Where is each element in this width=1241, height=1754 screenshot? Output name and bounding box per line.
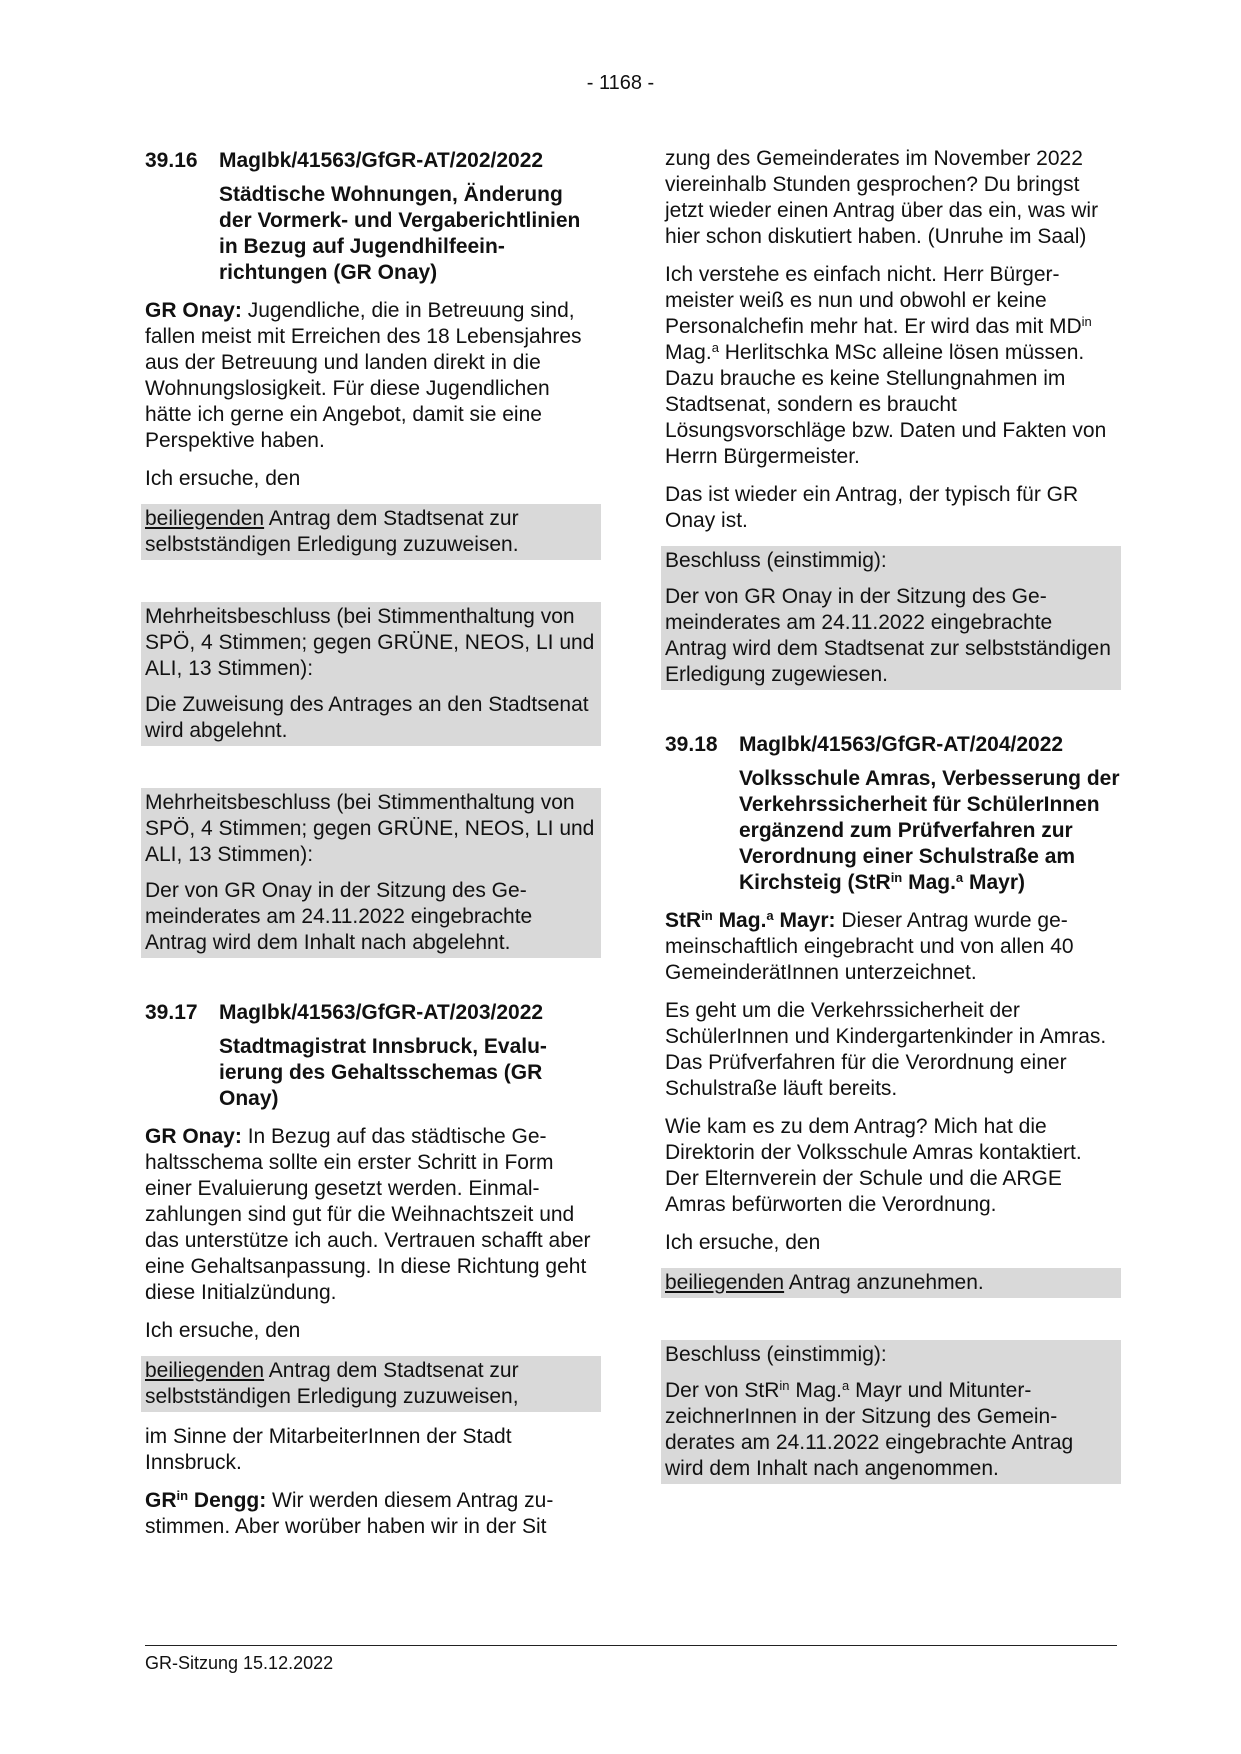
continued-paragraph: Das ist wieder ein Antrag, der typisch für GR Onay ist. (665, 483, 1079, 532)
request-underlined: beiliegenden (665, 1271, 785, 1294)
decision-text: Der von GR Onay in der Sitzung des Gemeinderates am 24.11.2022 eingebrachte Antrag wird dem Stadtsenat zur selbstständigen Erledigung zugewiesen. (665, 585, 1111, 686)
decision-text: Die Zuweisung des Antrages an den Stadtsenat wird abgelehnt. (145, 693, 589, 742)
request-text: Antrag dem Stadtsenat zur selbstständigen Erledigung zuzuweisen, (145, 1359, 519, 1408)
decision-head: Mehrheitsbeschluss (bei Stimmenthaltung von SPÖ, 4 Stimmen; gegen GRÜNE, NEOS, LI und ALI, 13 Stimmen): (145, 605, 595, 680)
agenda-subject: Stadtmagistrat Innsbruck, Evaluierung des Gehaltsschemas (GR Onay) (219, 1035, 547, 1110)
request-box (141, 504, 601, 560)
request-intro: Ich ersuche, den (145, 467, 301, 490)
request-text: Antrag dem Stadtsenat zur selbstständigen Erledigung zuzuweisen. (145, 507, 519, 556)
agenda-reference: MagIbk/41563/GfGR-AT/204/2022 (739, 733, 1064, 756)
decision-box (661, 1340, 1121, 1484)
speech-text: Dieser Antrag wurde gemeinschaftlich eingebracht und von allen 40 GemeinderätInnen unterzeichnet. (665, 909, 1074, 984)
speech-text: Wir werden diesem Antrag zustimmen. Aber worüber haben wir in der Sit (145, 1489, 554, 1538)
speech-paragraph (665, 908, 1121, 986)
speech-text: Jugendliche, die in Betreuung sind, fallen meist mit Erreichen des 18 Lebensjahres aus der Betreuung und landen direkt in die Wohnungslosigkeit. Für diese Jugendlichen hätte ich gerne ein Angebot, damit sie eine Perspektive haben. (145, 299, 582, 452)
speaker-name: GR Onay: (145, 299, 242, 322)
decision-head: Beschluss (einstimmig): (665, 1343, 887, 1366)
continued-paragraph: Ich verstehe es einfach nicht. Herr Bürgermeister weiß es nun und obwohl er keine Personalchefin mehr hat. Er wird das mit $MD^{in}$ Mag.$^a$ Herlitschka MSc alleine lösen müssen. Dazu brauche es keine Stellungnahmen im Stadtsenat, sondern es braucht Lösungsvorschläge bzw. Daten und Fakten von Herrn Bürgermeister. (665, 263, 1107, 468)
agenda-item-39-16-heading (145, 148, 601, 174)
agenda-reference: MagIbk/41563/GfGR-AT/202/2022 (219, 149, 544, 172)
speech-paragraph (145, 1124, 601, 1306)
decision-box (141, 788, 601, 958)
footer-text: GR-Sitzung 15.12.2022 (145, 1653, 334, 1673)
agenda-number: 39.16 (145, 149, 198, 172)
page-number: - 1168 - (586, 72, 655, 94)
agenda-reference: MagIbk/41563/GfGR-AT/203/2022 (219, 1001, 544, 1024)
left-column (145, 148, 601, 1552)
speaker-name: $GR^{in}$ Dengg: (145, 1488, 267, 1512)
body-paragraph: Wie kam es zu dem Antrag? Mich hat die Direktorin der Volksschule Amras kontaktiert. Der Elternverein der Schule und die ARGE Amras befürworten die Verordnung. (665, 1115, 1082, 1216)
speaker-name: GR Onay: (145, 1125, 242, 1148)
agenda-number: 39.17 (145, 1001, 198, 1024)
request-text: Antrag anzunehmen. (784, 1271, 984, 1294)
request-box (141, 1356, 601, 1412)
decision-text: Der von StR$^{in}$ Mag.$^a$ Mayr und MitunterzeichnerInnen in der Sitzung des Gemeinderates am 24.11.2022 eingebrachte Antrag wird dem Inhalt nach angenommen. (665, 1378, 1074, 1480)
request-underlined: beiliegenden (145, 1359, 265, 1382)
speech-text: In Bezug auf das städtische Gehaltsschema sollte ein erster Schritt in Form einer Evaluierung gesetzt werden. Einmalzahlungen sind gut für die Weihnachtszeit und das unterstütze ich auch. Vertrauen schafft aber eine Gehaltsanpassung. In diese Richtung geht diese Initialzündung. (145, 1125, 591, 1304)
speech-paragraph (145, 1488, 601, 1540)
agenda-item-39-18-heading (665, 732, 1121, 758)
decision-text: Der von GR Onay in der Sitzung des Gemeinderates am 24.11.2022 eingebrachte Antrag wird dem Inhalt nach abgelehnt. (145, 879, 533, 954)
decision-box (141, 602, 601, 746)
agenda-item-39-17-heading (145, 1000, 601, 1026)
agenda-subject: Volksschule Amras, Verbesserung der Verkehrssicherheit für SchülerInnen ergänzend zum Prüfverfahren zur Verordnung einer Schulstraße am Kirchsteig (StR$^{in}$ Mag.$^a$ Mayr) (739, 767, 1120, 894)
agenda-subject: Städtische Wohnungen, Änderung der Vormerk- und Vergaberichtlinien in Bezug auf Jugendhilfeeinrichtungen (GR Onay) (219, 183, 581, 284)
request-addition: im Sinne der MitarbeiterInnen der Stadt Innsbruck. (145, 1425, 512, 1474)
request-box (661, 1268, 1121, 1298)
request-intro: Ich ersuche, den (145, 1319, 301, 1342)
decision-head: Mehrheitsbeschluss (bei Stimmenthaltung von SPÖ, 4 Stimmen; gegen GRÜNE, NEOS, LI und ALI, 13 Stimmen): (145, 791, 595, 866)
footer-divider (145, 1645, 1117, 1646)
continued-paragraph: zung des Gemeinderates im November 2022 viereinhalb Stunden gesprochen? Du bringst jetzt wieder einen Antrag über das ein, was wir hier schon diskutiert haben. (Unruhe im Saal) (665, 147, 1099, 248)
speech-paragraph (145, 298, 601, 454)
decision-head: Beschluss (einstimmig): (665, 549, 887, 572)
decision-box (661, 546, 1121, 690)
request-intro: Ich ersuche, den (665, 1231, 821, 1254)
body-paragraph: Es geht um die Verkehrssicherheit der SchülerInnen und Kindergartenkinder in Amras. Das Prüfverfahren für die Verordnung einer Schulstraße läuft bereits. (665, 999, 1107, 1100)
agenda-number: 39.18 (665, 733, 718, 756)
right-column (665, 146, 1121, 1484)
speaker-name: StR$^{in}$ Mag.$^a$ Mayr: (665, 908, 836, 932)
request-underlined: beiliegenden (145, 507, 265, 530)
